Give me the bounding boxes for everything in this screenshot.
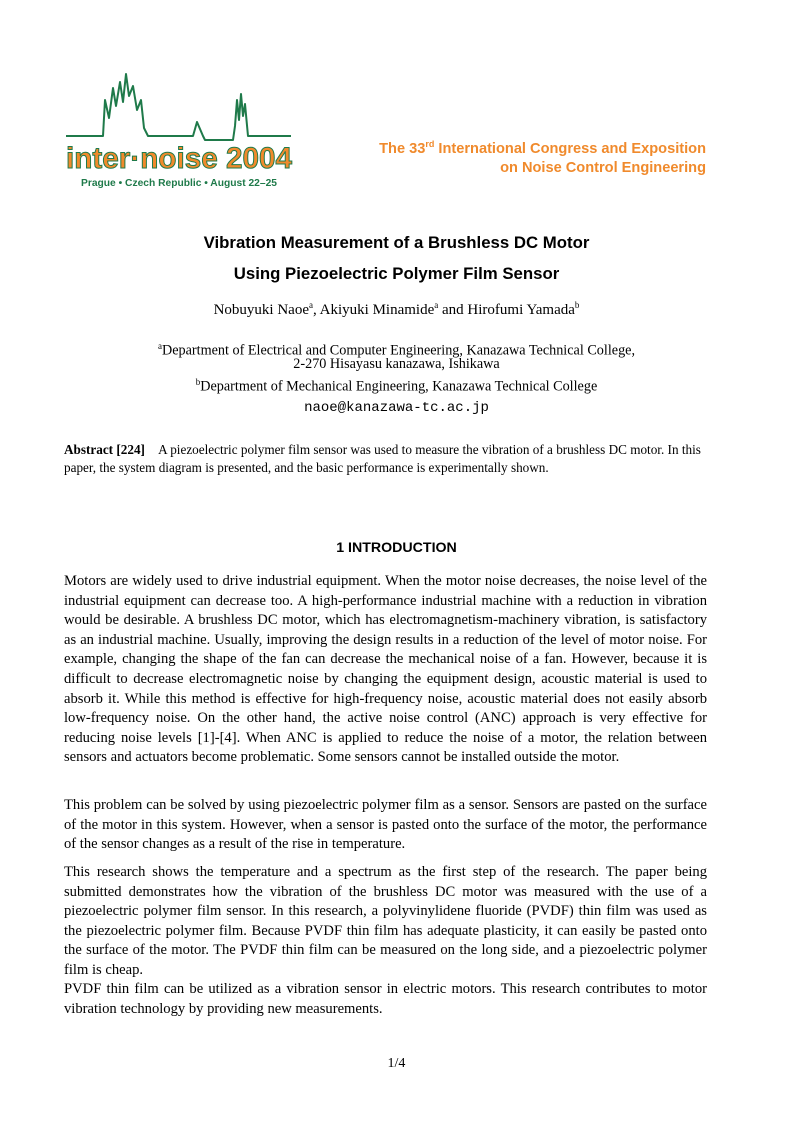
paper-title-line-2: Using Piezoelectric Polymer Film Sensor xyxy=(233,264,560,283)
conference-line-1: The 33rd International Congress and Exposition xyxy=(379,139,706,157)
skyline-graphic xyxy=(63,70,295,195)
logo-tagline: Prague • Czech Republic • August 22–25 xyxy=(81,178,278,189)
intro-paragraph-2: This problem can be solved by using piezoelectric polymer film as a sensor. Sensors are pasted on the surface of the motor in this system. However, when a sensor is pasted onto the surface of the motor, the performance of the sensor changes as a result of the rise in temperature. xyxy=(64,797,707,853)
intro-paragraph-4: PVDF thin film can be utilized as a vibration sensor in electric motors. This research contributes to motor vibration technology by providing new measurements. xyxy=(64,981,707,1017)
author-name: Akiyuki Minamide xyxy=(319,302,435,318)
author-list: Nobuyuki Naoe$^a$, Akiyuki Minamide$^a$ and Hirofumi Yamada$^b$ xyxy=(213,300,580,318)
conference-logo xyxy=(63,70,295,195)
affiliation-b: $^b$Department of Mechanical Engineering, Kanazawa Technical College xyxy=(195,377,598,395)
prague-skyline-line xyxy=(66,74,291,140)
intro-paragraph-1: Motors are widely used to drive industrial equipment. When the motor noise decreases, the noise level of the industrial equipment can decrease too. A high-performance industrial machine with a reduction in vibration would be desirable. A brushless DC motor, which has electromagnetism-machinery vibration, is satisfactory as an industrial machine. Usually, improving the design results in a reduction of the level of motor noise. For example, changing the shape of the fan can decrease the mechanical noise of a fan. However, because it is difficult to decrease electromagnetic noise by changing the equipment design, acoustic material is used to absorb it. While this method is effective for high-frequency noise, acoustic material does not easily absorb low-frequency noise. On the other hand, the active noise control (ANC) approach is very effective for reducing noise levels [1]-[4]. When ANC is applied to reduce the noise of a motor, the relation between sensors and actuators become problematic. Some sensors cannot be installed outside the motor. xyxy=(64,573,707,766)
conference-name xyxy=(379,140,706,177)
paper-title-line-1: Vibration Measurement of a Brushless DC Motor xyxy=(203,233,590,252)
affiliation-a-line-2: 2-270 Hisayasu kanazawa, Ishikawa xyxy=(293,356,500,372)
abstract xyxy=(64,441,707,477)
author-name: Nobuyuki Naoe xyxy=(213,302,309,318)
abstract-label: Abstract [224] xyxy=(64,442,145,457)
section-heading-introduction: 1 INTRODUCTION xyxy=(336,540,457,556)
logo-wordmark: inter·noise 2004 xyxy=(66,142,293,175)
contact-email: naoe@kanazawa-tc.ac.jp xyxy=(304,400,489,416)
intro-paragraph-3: This research shows the temperature and a spectrum as the first step of the research. The paper being submitted demonstrates how the vibration of the brushless DC motor was measured with the use of a piezoelectric polymer film sensor. In this research, a polyvinylidene fluoride (PVDF) thin film was used as the piezoelectric polymer film. Because PVDF thin film has adequate plasticity, it can easily be pasted onto the surface of the motor. The PVDF thin film can be measured on the long side, and a piezoelectric polymer film is cheap. xyxy=(64,864,707,978)
abstract-text: A piezoelectric polymer film sensor was used to measure the vibration of a brushless DC motor. In this paper, the system diagram is presented, and the basic performance is experimentally shown. xyxy=(64,442,701,475)
affiliation-a-line-1: $^a$Department of Electrical and Computer Engineering, Kanazawa Technical College, xyxy=(157,341,636,359)
author-name: Hirofumi Yamada xyxy=(467,302,575,318)
conference-line-2: on Noise Control Engineering xyxy=(500,159,706,176)
page-number: 1/4 xyxy=(387,1056,406,1071)
